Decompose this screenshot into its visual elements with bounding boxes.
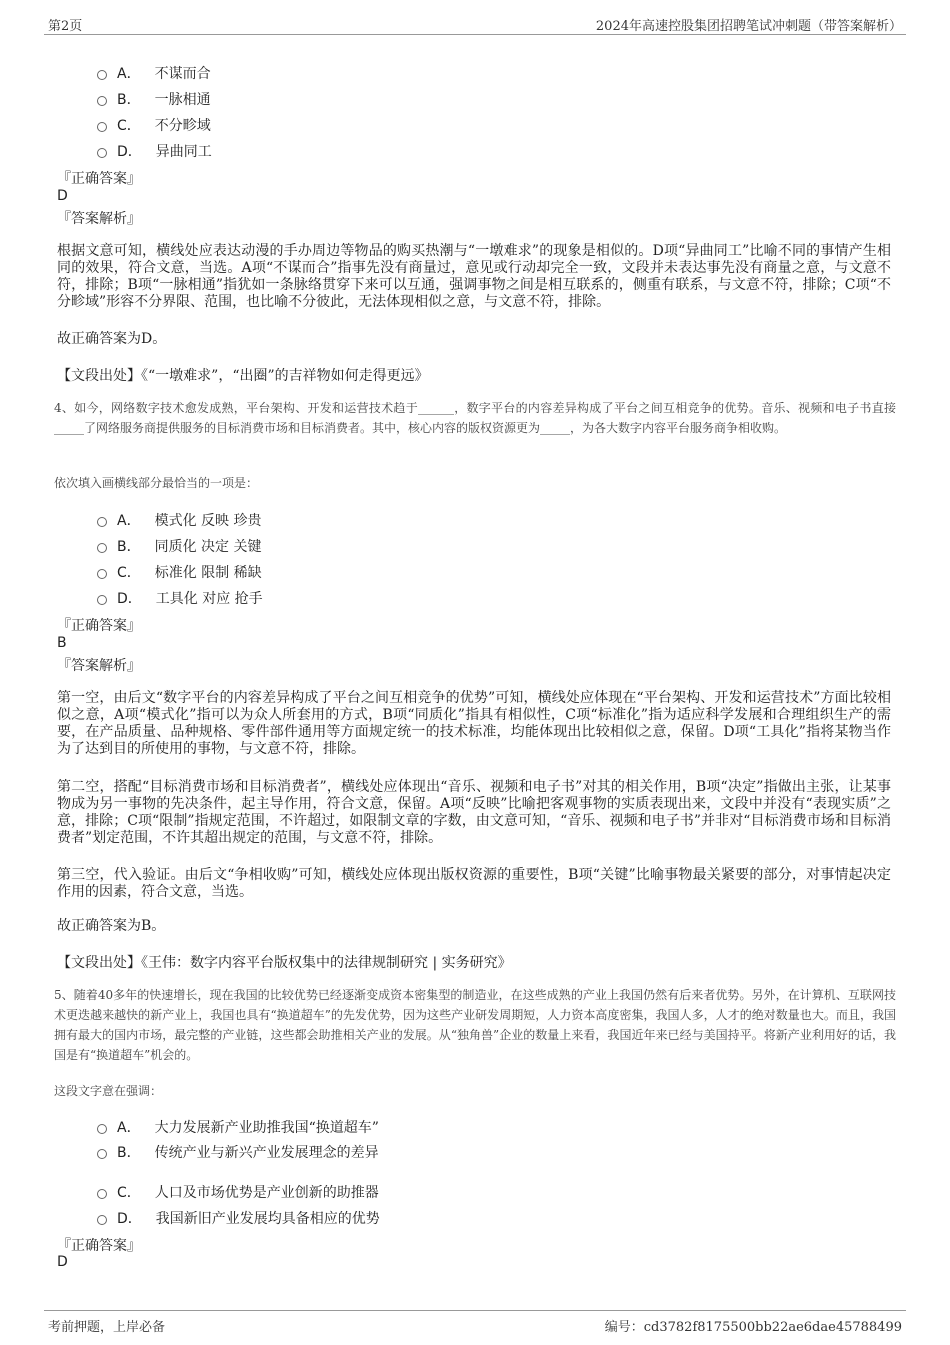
radio-icon[interactable]: [97, 122, 107, 132]
q4-prompt: 依次填入画横线部分最恰当的一项是：: [54, 476, 259, 490]
q3-answer-label: 『正确答案』: [57, 171, 141, 187]
footer-slogan: 考前押题，上岸必备: [48, 1320, 166, 1335]
q4-answer-label: 『正确答案』: [57, 618, 141, 634]
q4-option-b[interactable]: B． 同质化 决定 关键: [97, 536, 262, 556]
radio-icon[interactable]: [97, 1124, 107, 1134]
radio-icon[interactable]: [97, 1215, 107, 1225]
q3-option-b[interactable]: B． 一脉相通: [97, 89, 211, 109]
document-title: 2024年高速控股集团招聘笔试冲刺题（带答案解析）: [595, 19, 902, 34]
q5-answer-label: 『正确答案』: [57, 1238, 141, 1254]
radio-icon[interactable]: [97, 1189, 107, 1199]
q5-option-c[interactable]: C． 人口及市场优势是产业创新的助推器: [97, 1182, 379, 1202]
radio-icon[interactable]: [97, 595, 107, 605]
q4-analysis-third-blank: 第三空，代入验证。由后文“争相收购”可知，横线处应体现出版权资源的重要性，B项“关键”比喻事物最关紧要的部分，对事情起决定作用的因素，符合文意，当选。: [57, 867, 891, 900]
q5-option-b[interactable]: B． 传统产业与新兴产业发展理念的差异: [97, 1142, 379, 1162]
q3-analysis-label: 『答案解析』: [57, 211, 141, 227]
radio-icon[interactable]: [97, 1149, 107, 1159]
radio-icon[interactable]: [97, 148, 107, 158]
q5-option-d[interactable]: D． 我国新旧产业发展均具备相应的优势: [97, 1208, 380, 1228]
q3-option-a[interactable]: A． 不谋而合: [97, 63, 211, 83]
header-divider: [44, 34, 906, 35]
q3-analysis-paragraph: 根据文意可知，横线处应表达动漫的手办周边等物品的购买热潮与“一墩难求”的现象是相似的。D项“异曲同工”比喻不同的事情产生相同的效果，符合文意，当选。A项“不谋而合”指事先没有商量过，意见或行动却完全一致，文段并未表达事先没有商量之意，与文意不符，排除；B项“一脉相通”指犹如一条脉络贯穿下来可以互通，强调事物之间是相互联系的，侧重有联系，与文意不符，排除；C项“不分畛域”形容不分界限、范围，也比喻不分彼此，无法体现相似之意，与文意不符，排除。: [57, 243, 891, 310]
footer-divider: [44, 1310, 906, 1311]
q5-option-a[interactable]: A． 大力发展新产业助推我国“换道超车”: [97, 1117, 379, 1137]
q3-option-c[interactable]: C． 不分畛域: [97, 115, 211, 135]
q4-analysis-label: 『答案解析』: [57, 658, 141, 674]
page-number: 第2页: [48, 19, 83, 34]
q4-option-c[interactable]: C． 标准化 限制 稀缺: [97, 562, 262, 582]
q4-source: 【文段出处】《王伟：数字内容平台版权集中的法律规制研究 | 实务研究》: [57, 955, 512, 971]
q4-analysis-first-blank: 第一空，由后文“数字平台的内容差异构成了平台之间互相竞争的优势”可知，横线处应体现在“平台架构、开发和运营技术”方面比较相似之意，A项“模式化”指可以为众人所套用的方式，B项“同质化”指具有相似性，C项“标准化”指为适应科学发展和合理组织生产的需要，在产品质量、品种规格、零件部件通用等方面规定统一的技术标准，均能体现出比较相似之意，保留。D项“工具化”指将某物当作为了达到目的所使用的事物，与文意不符，排除。: [57, 690, 891, 757]
radio-icon[interactable]: [97, 70, 107, 80]
radio-icon[interactable]: [97, 543, 107, 553]
radio-icon[interactable]: [97, 569, 107, 579]
q4-answer: B: [57, 635, 67, 651]
q5-answer: D: [57, 1254, 68, 1270]
q5-prompt: 这段文字意在强调：: [54, 1084, 163, 1098]
q3-analysis-conclusion: 故正确答案为D。: [57, 331, 167, 347]
q4-analysis-conclusion: 故正确答案为B。: [57, 918, 166, 934]
q4-stem: 4、如今，网络数字技术愈发成熟，平台架构、开发和运营技术趋于______，数字平台的内容差异构成了平台之间互相竞争的优势。音乐、视频和电子书直接_____了网络服务商提供服务的目标消费市场和目标消费者。其中，核心内容的版权资源更为_____，为各大数字内容平台服务商争相收购。: [54, 401, 896, 435]
q4-analysis-second-blank: 第二空，搭配“目标消费市场和目标消费者”，横线处应体现出“音乐、视频和电子书”对其的相关作用，B项“决定”指做出主张，让某事物成为另一事物的先决条件，起主导作用，符合文意，保留。A项“反映”比喻把客观事物的实质表现出来，文段中并没有“表现实质”之意，排除；C项“限制”指规定范围，不许超过，如限制文章的字数，由文意可知，“音乐、视频和电子书”并非对“目标消费市场和目标消费者”划定范围，不许其超出规定的范围，与文意不符，排除。: [57, 779, 891, 846]
q3-source: 【文段出处】《“一墩难求”，“出圈”的吉祥物如何走得更远》: [57, 368, 429, 384]
q4-option-d[interactable]: D． 工具化 对应 抢手: [97, 588, 263, 608]
radio-icon[interactable]: [97, 517, 107, 527]
q3-answer: D: [57, 188, 68, 204]
q3-option-d[interactable]: D． 异曲同工: [97, 141, 212, 161]
q5-stem: 5、随着40多年的快速增长，现在我国的比较优势已经逐渐变成资本密集型的制造业，在这些成熟的产业上我国仍然有后来者优势。另外，在计算机、互联网技术更迭越来越快的新产业上，我国也具有“换道超车”的先发优势，因为这些产业研发周期短，人力资本高度密集，我国人多，人才的绝对数量也大。而且，我国拥有最大的国内市场，最完整的产业链，这些都会助推相关产业的发展。从“独角兽”企业的数量上来看，我国近年来已经与美国持平。将新产业利用好的话，我国是有“换道超车”机会的。: [54, 988, 896, 1062]
document-id: 编号：cd3782f8175500bb22ae6dae45788499: [604, 1320, 902, 1335]
q4-option-a[interactable]: A． 模式化 反映 珍贵: [97, 510, 261, 530]
radio-icon[interactable]: [97, 96, 107, 106]
